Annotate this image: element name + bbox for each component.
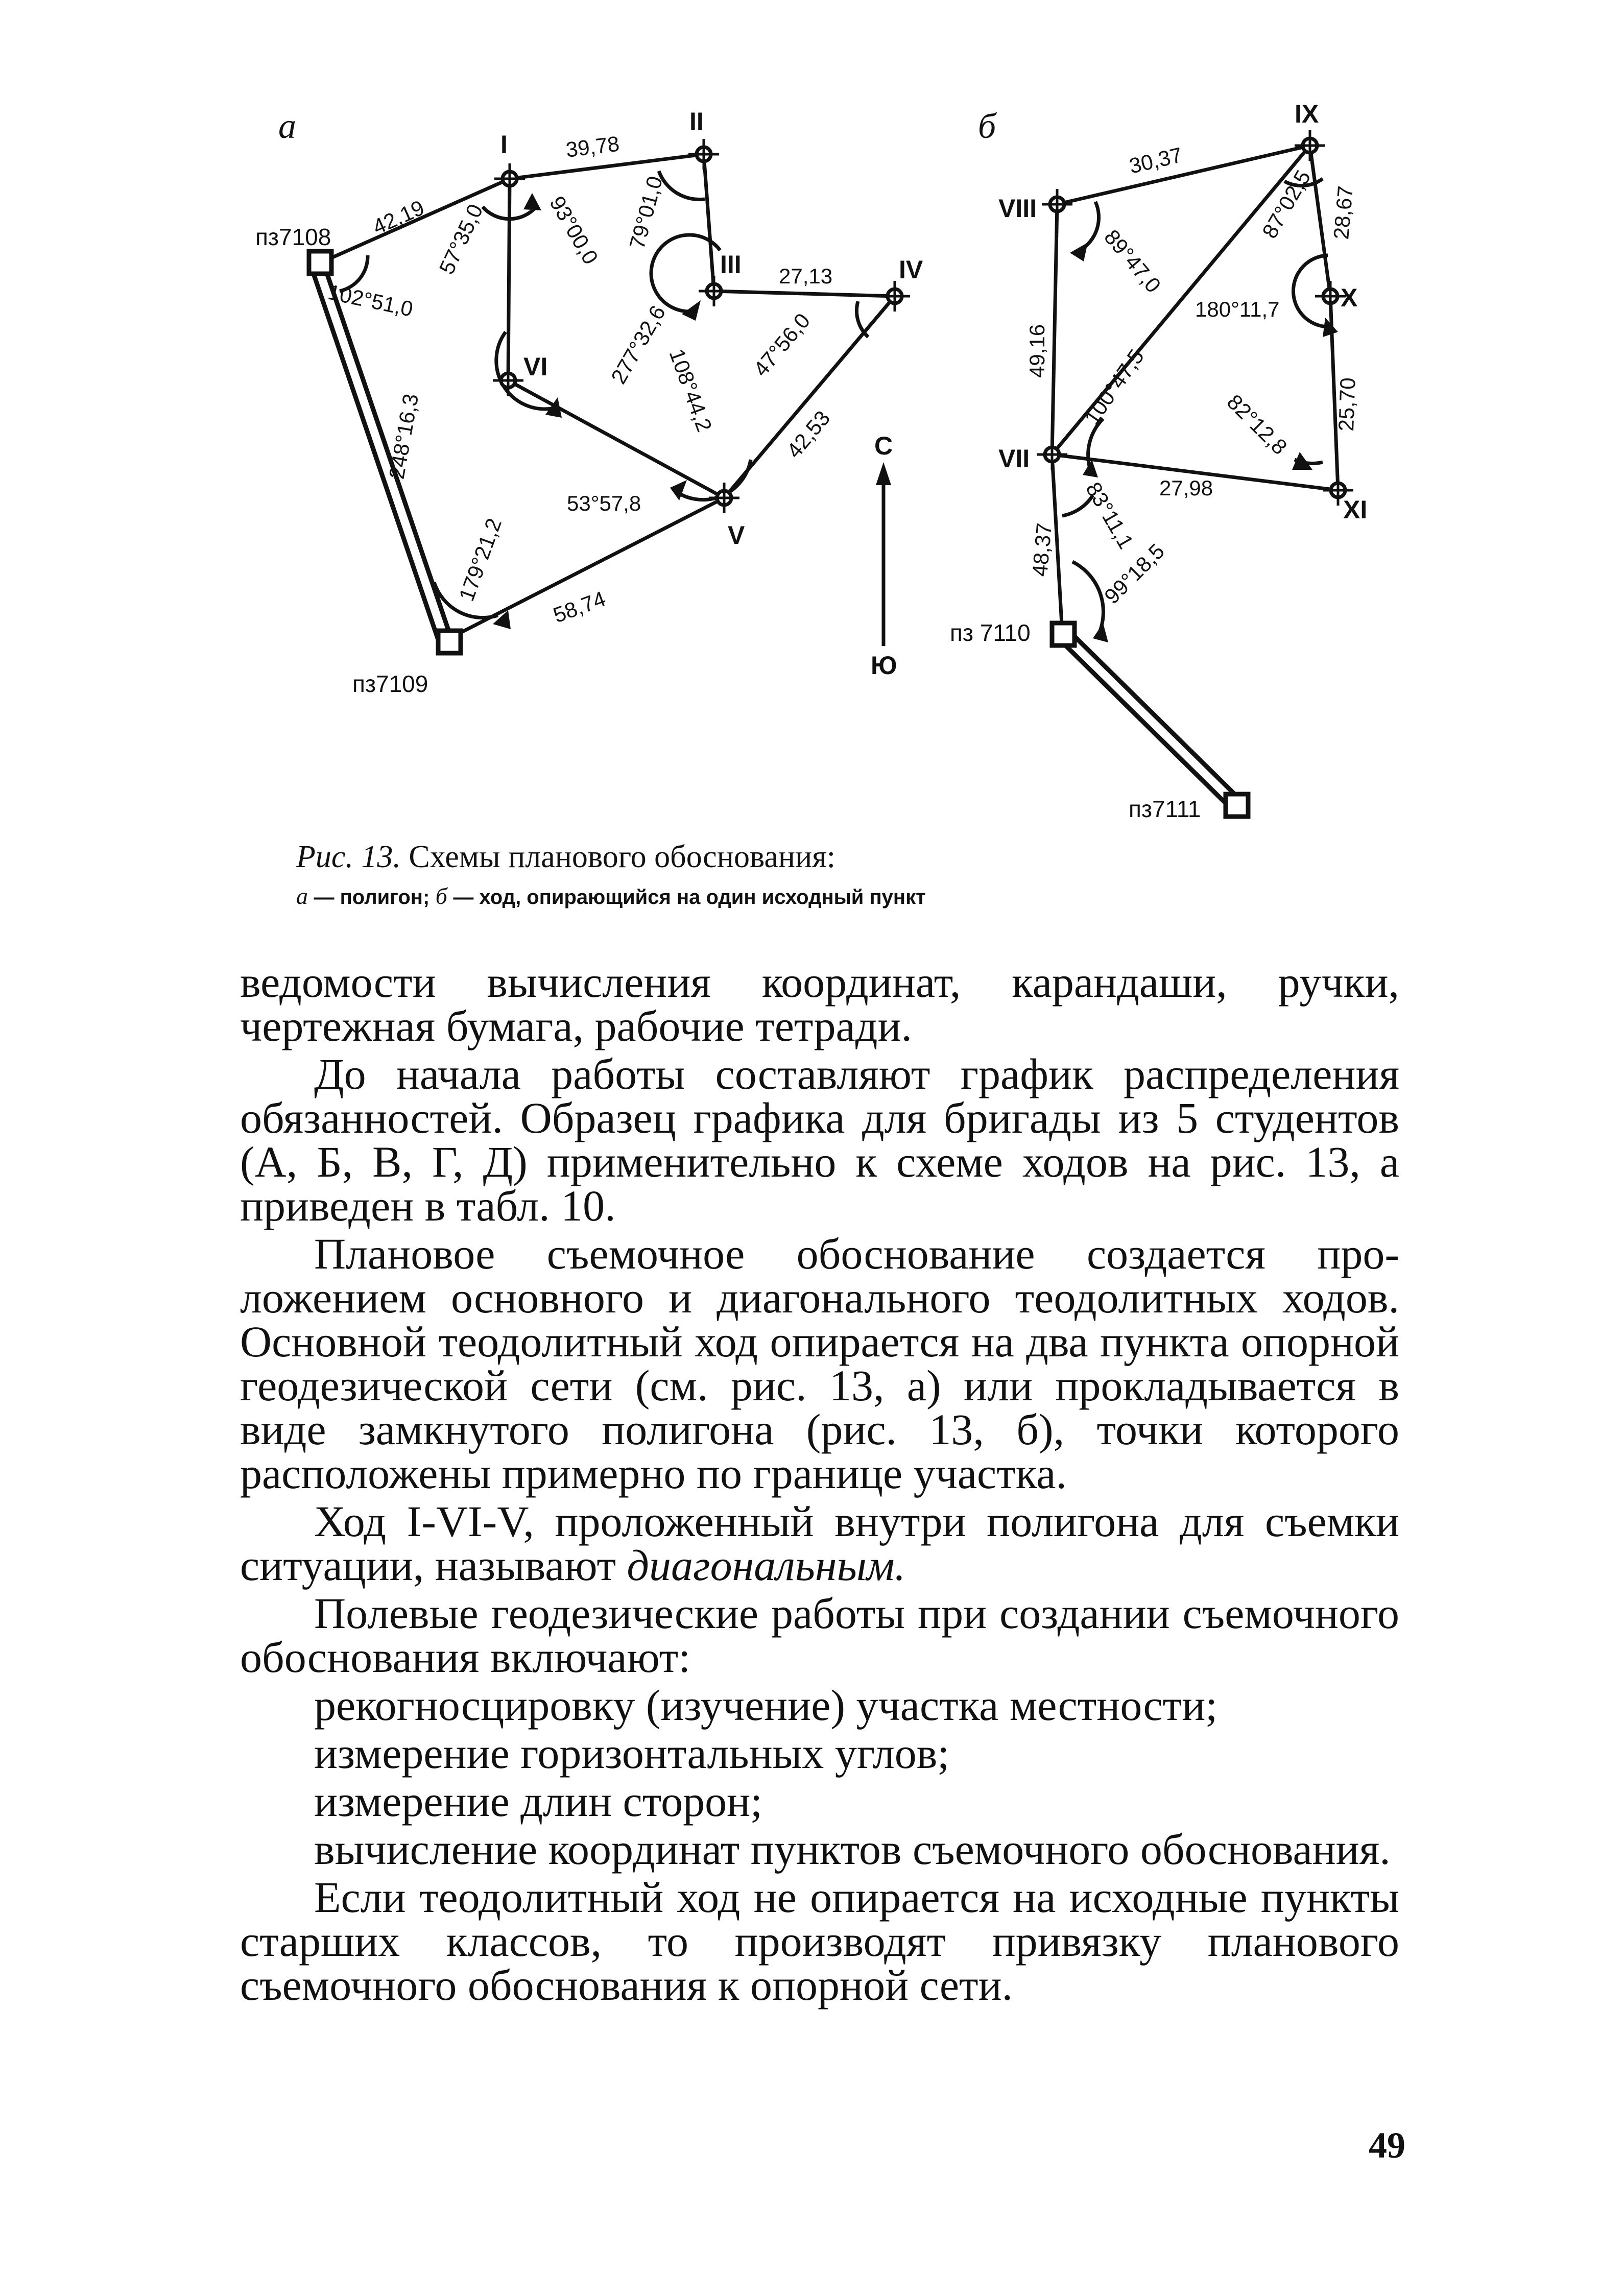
caption-label: Рис. 13. xyxy=(296,840,401,874)
paragraph: Полевые геодезические работы при создании съемочного обоснования включают: xyxy=(240,1589,1399,1682)
point-label: IV xyxy=(899,255,923,284)
angle-label: 53°57,8 xyxy=(567,491,641,515)
distance-label: 42,53 xyxy=(781,406,835,463)
point-label: X xyxy=(1341,283,1358,312)
point-label: XI xyxy=(1343,495,1368,524)
point-ticks-a xyxy=(493,139,910,513)
angle-label: 82°12,8 xyxy=(1222,390,1292,460)
figure-caption xyxy=(296,838,1420,911)
distance-label: 28,67 xyxy=(1329,184,1358,241)
angle-label: 83°11,1 xyxy=(1081,478,1138,553)
angle-label: 89°47,0 xyxy=(1100,225,1166,298)
legend-a-letter: а xyxy=(296,882,308,909)
angle-label: 93°00,0 xyxy=(545,192,603,269)
distance-label: 39,78 xyxy=(564,131,621,162)
angle-label: 179°21,2 xyxy=(454,515,507,605)
legend-a-text: — полигон; xyxy=(314,886,430,908)
angle-label: 100°47,5 xyxy=(1079,345,1149,429)
paragraph: Плановое съемочное обоснование создается проложением основного и диагонального теодолитных ходов. Основной теодолитный ход опирается на два пункта опорной геодезической сети (см. рис. 13, а) или прокладывается в виде замкнутого полигона (рис. 13, б), точки которого расположены примерно по границе участка. xyxy=(240,1229,1399,1498)
angle-label: 87°02,5 xyxy=(1257,166,1316,243)
distance-label: 49,16 xyxy=(1025,324,1049,378)
benchmark-label: пз7109 xyxy=(352,671,428,697)
angle-label: 248°16,3 xyxy=(384,392,423,481)
angle-label: 57°35,0 xyxy=(434,200,488,278)
point-label: IX xyxy=(1295,100,1319,128)
north-arrow xyxy=(876,462,891,646)
benchmark-marker xyxy=(438,631,461,653)
benchmark-label: пз7111 xyxy=(1129,796,1201,822)
list-item: рекогносцировку (изучение) участка местности; xyxy=(314,1681,1218,1730)
benchmark-marker xyxy=(1052,623,1074,645)
emphasized-term: диагональным. xyxy=(627,1541,906,1590)
south-label: Ю xyxy=(871,651,897,680)
benchmark-marker xyxy=(1226,794,1248,817)
figure-13 xyxy=(0,0,1624,838)
distance-label: 25,70 xyxy=(1334,377,1360,432)
benchmark-marker xyxy=(309,251,331,274)
angle-label: 180°11,7 xyxy=(1195,297,1280,321)
figure-b-letter: б xyxy=(978,107,996,146)
angle-label: 277°32,6 xyxy=(606,301,671,388)
caption-legend xyxy=(296,881,1420,911)
angle-label: 99°18,5 xyxy=(1100,539,1169,609)
point-label: III xyxy=(720,250,742,279)
paragraph: До начала работы составляют график распределения обязанностей. Образец графика для бригады из 5 студентов (А, Б, В, Г, Д) применительно к схеме ходов на рис. 13, а приведен в табл. 10. xyxy=(240,1049,1399,1230)
page-number: 49 xyxy=(1369,2125,1405,2166)
point-label: II xyxy=(689,107,704,136)
paragraph-text: Ход I-VI-V, проложенный внутри полигона для съемки ситуации, называют xyxy=(240,1497,1399,1590)
benchmark-label: пз 7110 xyxy=(950,619,1031,646)
distance-label: 30,37 xyxy=(1127,142,1185,178)
caption-title xyxy=(296,838,1420,877)
angle-label: 47°56,0 xyxy=(748,308,815,381)
distance-label: 48,37 xyxy=(1028,521,1057,578)
distance-label: 42,19 xyxy=(369,195,428,240)
legend-b-text: — ход, опирающийся на один исходный пункт xyxy=(453,886,926,908)
benchmark-label: пз7108 xyxy=(255,224,331,250)
point-label: I xyxy=(500,130,508,159)
distance-label: 58,74 xyxy=(550,586,609,628)
point-label: VII xyxy=(998,444,1030,473)
north-label: С xyxy=(874,432,893,460)
point-label: VIII xyxy=(998,194,1037,223)
list-item: измерение горизонтальных углов; xyxy=(314,1729,950,1778)
figure-a-letter: а xyxy=(278,107,296,146)
paragraph: ведомости вычисления координат, карандаши, ручки, чертежная бумага, рабочие тетради. xyxy=(240,958,1399,1050)
caption-text: Схемы планового обоснования: xyxy=(409,840,836,874)
list-item: измерение длин сторон; xyxy=(314,1777,763,1826)
point-label: VI xyxy=(523,352,548,381)
distance-label: 27,13 xyxy=(779,264,833,288)
angle-label: 102°51,0 xyxy=(326,279,415,321)
list-item: вычисление координат пунктов съемочного обоснования. xyxy=(314,1825,1391,1874)
paragraph: Если теодолитный ход не опирается на исходные пункты старших классов, то производят привязку планового съемочного обоснования к опорной сети. xyxy=(240,1873,1399,2010)
angle-label: 79°01,0 xyxy=(625,173,667,252)
distance-label: 27,98 xyxy=(1159,476,1213,500)
paragraph xyxy=(240,1497,1399,1590)
angle-label: 108°44,2 xyxy=(664,346,717,435)
point-label: V xyxy=(728,521,745,549)
body-text xyxy=(240,960,1399,2011)
legend-b-letter: б xyxy=(435,882,447,909)
